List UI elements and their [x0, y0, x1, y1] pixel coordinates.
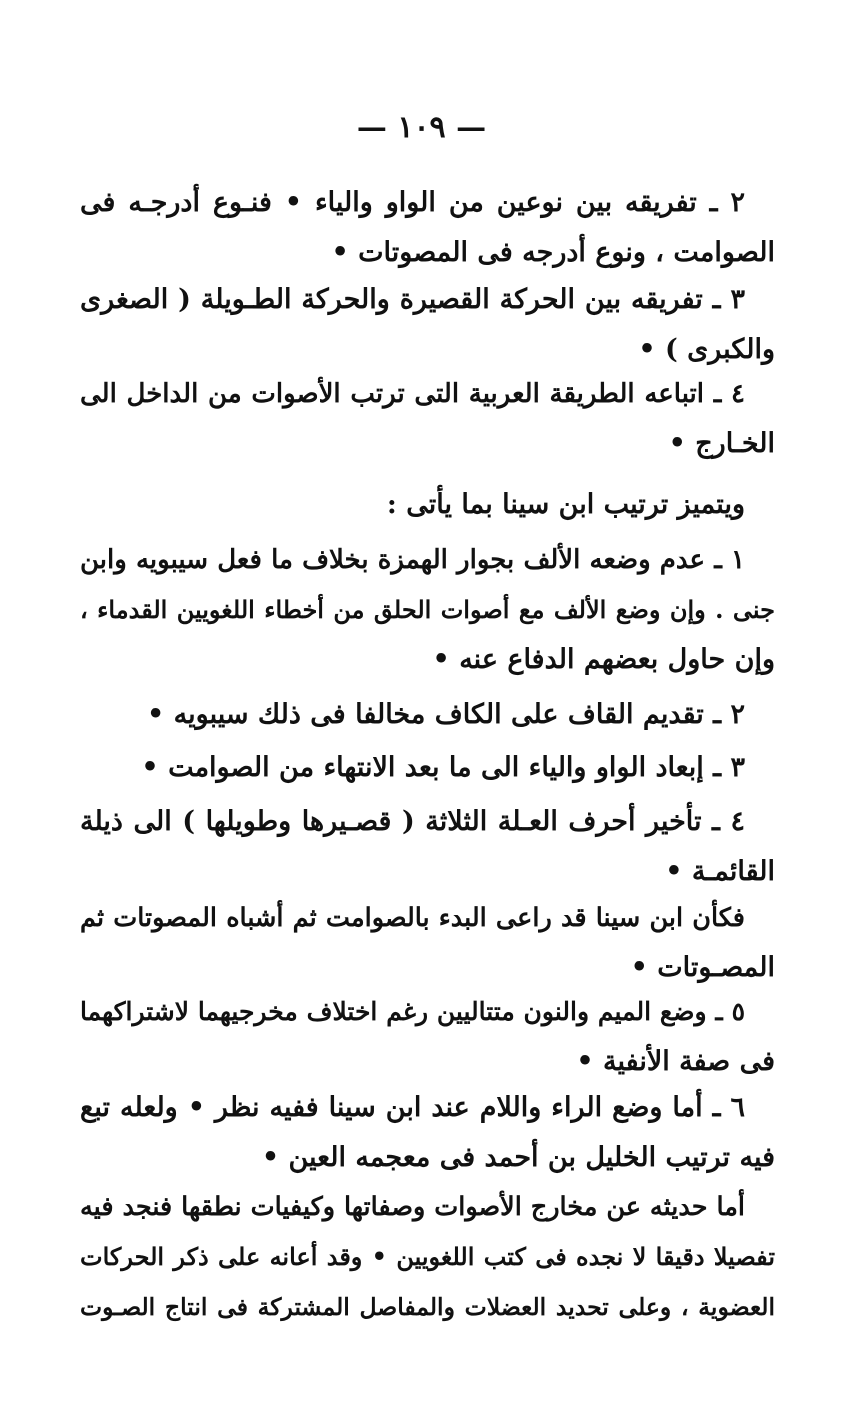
text-line: الخـارج •: [668, 428, 775, 459]
text-line: الصوامت ، ونوع أدرجه فى المصوتات •: [331, 237, 775, 268]
text-line: ٤ ـ تأخير أحرف العـلة الثلاثة ( قصـيرها وطويلها ) الى ذيلة: [80, 806, 745, 837]
text-line: ويتميز ترتيب ابن سينا بما يأتى :: [386, 489, 745, 520]
text-line: ٢ ـ تقديم القاف على الكاف مخالفا فى ذلك سيبويه •: [146, 699, 745, 730]
text-line: فكأن ابن سينا قد راعى البدء بالصوامت ثم أشباه المصوتات ثم: [80, 903, 745, 933]
text-line: ١ ـ عدم وضعه الألف بجوار الهمزة بخلاف ما فعل سيبويه وابن: [80, 545, 745, 575]
text-line: ٢ ـ تفريقه بين نوعين من الواو والياء • فنـوع أدرجـه فى: [80, 187, 745, 218]
paragraph-point-5-mim-nun: [80, 987, 775, 1087]
text-line: ٥ ـ وضع الميم والنون متتاليين رغم اختلاف مخرجيهما لاشتراكهما: [80, 997, 745, 1026]
page-number: — ١٠٩ —: [356, 110, 487, 145]
text-line: ٤ ـ اتباعه الطريقة العربية التى ترتب الأصوات من الداخل الى: [80, 379, 745, 409]
text-line: ٦ ـ أما وضع الراء واللام عند ابن سينا ففيه نظر • ولعله تبع: [80, 1092, 745, 1123]
text-line: فى صفة الأنفية •: [576, 1046, 775, 1077]
paragraph-point-1-alif-hamza: [80, 535, 775, 685]
text-line: جنى . وإن وضع الألف مع أصوات الحلق من أخطاء اللغويين القدماء ،: [80, 595, 775, 624]
text-line: العضوية ، وعلى تحديد العضلات والمفاصل المشتركة فى انتاج الصـوت: [80, 1293, 775, 1321]
paragraph-point-2-qaf-kaf: [80, 690, 775, 740]
paragraph-point-6-ra-lam: [80, 1083, 775, 1183]
text-line: القائمـة •: [665, 856, 775, 887]
paragraph-point-4-weak-letters: [80, 797, 775, 897]
text-line: وإن حاول بعضهم الدفاع عنه •: [432, 644, 775, 675]
text-line: المصـوتات •: [630, 952, 775, 983]
paragraph-point-3-waw-ya-after: [80, 743, 775, 793]
text-line: أما حديثه عن مخارج الأصوات وصفاتها وكيفيات نطقها فنجد فيه: [80, 1192, 745, 1222]
paragraph-ibn-sina-observed: [80, 893, 775, 993]
paragraph-intro-ibn-sina-order: [80, 480, 775, 530]
paragraph-point-4-arabic-method: [80, 369, 775, 469]
text-line: والكبرى ) •: [638, 334, 775, 365]
text-line: فيه ترتيب الخليل بن أحمد فى معجمه العين •: [261, 1142, 775, 1173]
paragraph-point-2-waw-ya: [80, 178, 775, 278]
text-line: تفصيلا دقيقا لا نجده فى كتب اللغويين • وقد أعانه على ذكر الحركات: [80, 1242, 775, 1271]
paragraph-point-3-short-long-vowels: [80, 275, 775, 375]
text-line: ٣ ـ تفريقه بين الحركة القصيرة والحركة الطـويلة ( الصغرى: [80, 284, 745, 315]
text-line: ٣ ـ إبعاد الواو والياء الى ما بعد الانتهاء من الصوامت •: [141, 752, 745, 783]
paragraph-articulation-points: [80, 1182, 775, 1332]
